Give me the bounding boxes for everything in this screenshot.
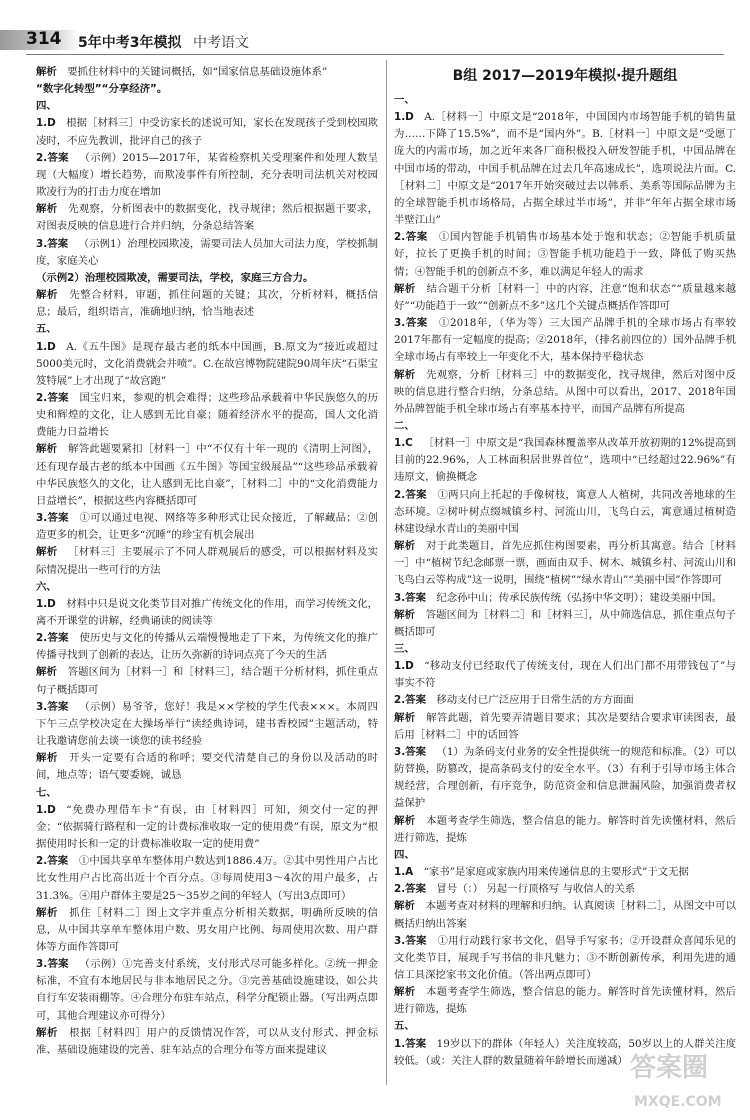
answer-line	[36, 544, 378, 578]
answer-text: ［材料一］中原文是“我国森林覆盖率从改革开放初期的12%提高到目前的22.96%，人工林面积居世界首位”，选项中“已经超过22.96%”有违原文，偷换概念	[394, 437, 736, 484]
answer-text: 根据［材料三］中受访家长的述说可知，家长在发现孩子受到校园欺凌时，不应先教训，批评自己的孩子	[36, 117, 378, 147]
answer-text: 解答此题要紧扣［材料一］中“不仅有十年一现的《清明上河图》，还有现存最古老的纸本中国画《五牛图》等国宝级展品”“这些珍品承载着中华民族悠久的文化，让人感到无比自豪”，［材料二］中的“文化消费能力日益增长”，根据这些内容概括即可	[36, 443, 379, 507]
answer-line	[36, 905, 378, 956]
answer-line	[394, 881, 736, 898]
answer-line	[394, 933, 736, 984]
answer-text: 先观察，分析［材料三］中的数据变化，找寻规律，然后对图中反映的信息进行整合归纳，分条总结。从图中可以看出，2017、2018年国外品牌智能手机全球市场占有率基本持平，而国产品牌有所提高	[394, 368, 737, 415]
section-marker: 五、	[394, 1020, 415, 1033]
answer-tag: 3.答案	[36, 237, 69, 250]
answer-tag: 2.答案	[394, 488, 427, 501]
answer-text: “家书”是家庭或家族内用来传递信息的主要形式”于文无据	[423, 866, 689, 879]
answer-line	[36, 510, 378, 544]
answer-text: ①可以通过电视、网络等多种形式让民众接近，了解藏品；②创造更多的机会，让更多“沉睡”的珍宝有机会展出	[36, 512, 378, 542]
answer-tag: 3.答案	[36, 700, 69, 713]
answer-text: 本题考查学生筛选，整合信息的能力。解答时首先读懂材料，然后进行筛选，提炼	[394, 814, 737, 844]
answer-tag: 解析	[394, 711, 416, 724]
column-divider	[386, 60, 387, 1085]
answer-line	[36, 750, 378, 784]
answer-line	[394, 1018, 736, 1035]
answer-line	[36, 853, 378, 904]
left-column	[36, 64, 378, 1059]
section-marker: 七、	[36, 786, 57, 799]
answer-line	[394, 487, 736, 538]
answer-text: A.《五牛图》是现存最古老的纸本中国画，B.原文为“接近或超过5000美元时，文化消费就会井喷”。C.在故宫博物院建院90周年庆“石渠宝笈特展”上才出现了“故宫跑”	[36, 340, 378, 387]
answer-tag: 2.答案	[36, 391, 69, 404]
answer-tag: 1.C	[394, 437, 413, 450]
answer-text: （示例）易爷爷，您好！我是××学校的学生代表×××。本周四下午三点学校决定在大操场举行“读经典诗词，建书香校园”主题活动，特让我邀请您前去谈一谈您的读书经验	[36, 700, 378, 748]
answer-text: （示例）2015—2017年，某省检察机关受理案件和处理人数呈现（大幅度）增长趋势，而欺凌事件有所控制，充分表明司法机关对校园欺凌行为的打击力度在增加	[36, 151, 378, 199]
answer-line	[36, 441, 378, 510]
answer-line	[36, 115, 378, 149]
answer-tag: 解析	[36, 289, 59, 302]
group-title: B组 2017—2019年模拟·提升题组	[452, 68, 678, 84]
answer-tag: 1.D	[394, 660, 414, 673]
answer-tag: 2.答案	[394, 883, 426, 896]
answer-text: 移动支付已广泛应用于日常生活的方方面面	[436, 694, 634, 707]
answer-line	[36, 956, 378, 1025]
answer-text: （1）为条码支付业务的安全性提供统一的规范和标准。（2）可以防替换，防篡改，提高条码支付的安全水平。（3）有利于引导市场主体合规经营，合理创新，有序竞争，防范资金和信息泄漏风险，加强消费者权益保护	[394, 745, 736, 810]
section-marker: 四、	[394, 848, 415, 861]
answer-tag: 解析	[36, 1026, 59, 1039]
answer-line	[36, 150, 378, 201]
answer-line	[394, 710, 736, 744]
answer-tag: 3.答案	[36, 512, 69, 525]
answer-text: 抓住［材料二］图上文字并重点分析相关数据，明确所反映的信息，从中国共享单车整体用户数、男女用户比例、每周使用次数、用户群体等方面作答即可	[36, 906, 378, 953]
header-rule	[26, 54, 724, 55]
answer-line	[394, 590, 736, 607]
answer-tag: 3.答案	[394, 317, 428, 330]
answer-line	[394, 418, 736, 435]
section-marker: 二、	[394, 419, 415, 432]
answer-tag: 解析	[394, 986, 416, 999]
answer-tag: 2.答案	[36, 855, 69, 868]
answer-line	[36, 287, 378, 321]
answer-text: ①2018年，（华为等）三大国产品牌手机的全球市场占有率较2017年都有一定幅度的提高；②2018年，（排名前四位的）国外品牌手机全球市场占有率较上一年变化不大，基本保持平稳状态	[394, 317, 736, 364]
right-column-body	[394, 92, 736, 1070]
answer-tag: 解析	[36, 906, 59, 919]
right-column	[394, 64, 736, 1070]
answer-text: （示例1）治理校园欺凌，需要司法人员加大司法力度，学校抓制度，家庭关心	[36, 237, 378, 267]
answer-line	[394, 281, 736, 315]
section-marker: （示例2）治理校园欺凌，需要司法，学校，家庭三方合力。	[36, 271, 314, 284]
answer-tag: 3.答案	[36, 958, 69, 971]
series-title: 5年中考3年模拟	[78, 35, 182, 51]
answer-line	[394, 813, 736, 847]
page-header	[0, 0, 750, 54]
answer-text: “免费办理借车卡”有误，由［材料四］可知，须交付一定的押金；“依据骑行路程和一定的计费标准收取一定的使用费”有误，原文为“根据使用时长和一定的计费标准收取一定的使用费”	[36, 803, 378, 851]
answer-tag: 2.答案	[394, 694, 426, 707]
answer-tag: 解析	[36, 752, 59, 765]
answer-line	[394, 864, 736, 881]
answer-text: 先整合材料，审题，抓住问题的关键；其次，分析材料，概括信息；最后，组织语言，准确地归纳，恰当地表述	[36, 289, 378, 319]
answer-text: 材料中只是说文化类节目对推广传统文化的作用，而学习传统文化，离不开课堂的讲解，经典诵读的阅读等	[36, 597, 378, 627]
answer-text: 解答此题，首先要弄清题目要求；其次是要结合要求审读图表，最后用［材料二］中的话回答	[394, 711, 737, 741]
answer-line	[36, 236, 378, 270]
page-number: 314	[26, 29, 62, 49]
answer-line	[36, 270, 378, 287]
answer-line	[36, 802, 378, 853]
answer-tag: 3.答案	[394, 934, 427, 947]
answer-line	[394, 315, 736, 366]
answer-line	[394, 847, 736, 864]
answer-line	[394, 692, 736, 709]
answer-line	[394, 641, 736, 658]
answer-tag: 1.答案	[394, 1037, 427, 1050]
answer-text: “移动支付已经取代了传统支付，现在人们出门都不用带钱包了”与事实不符	[394, 660, 736, 690]
answer-tag: 1.D	[394, 111, 414, 124]
answer-line	[36, 81, 378, 98]
answer-line	[394, 435, 736, 486]
answer-line	[36, 630, 378, 664]
answer-line	[394, 367, 736, 418]
answer-line	[394, 658, 736, 692]
answer-tag: 3.答案	[394, 591, 426, 604]
answer-text: 使历史与文化的传播从云端慢慢地走了下来，为传统文化的推广传播寻找到了创新的表达，让历久弥新的诗词点亮了今天的生活	[36, 632, 378, 662]
answer-text: 对于此类题目，首先应抓住构图要素，再分析其寓意。结合［材料一］中“植树节纪念邮票一票，画面由双手、树木、城镇乡村、河流山川和飞鸟白云等构成”这一说明，围绕“植树”“绿水青山”“美丽中国”作答即可	[394, 540, 737, 587]
answer-line	[394, 744, 736, 813]
answer-text: 19岁以下的群体（年轻人）关注度较高，50岁以上的人群关注度较低。（或：关注人群的数量随着年龄增长而递减）	[394, 1037, 736, 1067]
answer-text: ①两只向上托起的手像树枝，寓意人人植树，共同改善地球的生态环境。②树叶树点缀城镇乡村、河流山川，飞鸟白云，寓意通过植树造林建设绿水青山的美丽中国	[394, 488, 736, 535]
answer-text: 国宝归来，参观的机会难得；这些珍品承载着中华民族悠久的历史和辉煌的文化，让人感到无比自豪；随着经济水平的提高，国人文化消费能力日益增长	[36, 391, 378, 439]
answer-text: 答题区间为［材料一］和［材料三］，结合题干分析材料，抓住重点句子概括即可	[36, 666, 379, 696]
answer-text: 本题考查学生筛选，整合信息的能力。解答时首先读懂材料，然后进行筛选，提炼	[394, 986, 737, 1016]
answer-line	[36, 339, 378, 390]
answer-tag: 解析	[36, 66, 57, 78]
watermark-main-text: 答案圈	[630, 1053, 709, 1083]
answer-tag: 解析	[394, 608, 416, 621]
answer-tag: 3.答案	[394, 745, 427, 758]
answer-tag: 解析	[36, 443, 58, 456]
answer-tag: 2.答案	[394, 231, 428, 244]
answer-line	[36, 664, 378, 698]
answer-tag: 1.D	[36, 803, 56, 816]
answer-line	[36, 579, 378, 596]
answer-line	[36, 201, 378, 235]
answer-tag: 解析	[36, 666, 58, 679]
answer-text: （示例）①完善支付系统，支付形式尽可能多样化。②统一押金标准，不宜有本地居民与非本地居民之分。③完善基础设施建设，如公共自行车安装雨棚等。④合理分布驻车站点，科学分配锁止器。（写出两点即可，其他合理建议亦可得分）	[36, 958, 378, 1022]
section-marker: 六、	[36, 580, 57, 593]
answer-tag: 1.D	[36, 597, 56, 610]
watermark-logo	[626, 1040, 744, 1116]
answer-text: 开头一定要有合适的称呼；要交代清楚自己的身份以及活动的时间，地点等；语气要委婉，诚恳	[36, 752, 378, 782]
answer-tag: 1.A	[394, 866, 414, 879]
answer-tag: 解析	[394, 900, 416, 913]
answer-tag: 1.D	[36, 117, 56, 130]
answer-tag: 解析	[36, 203, 58, 216]
answer-text: 要抓住材料中的关键词概括，如“国家信息基础设施体系”	[67, 66, 328, 78]
answer-text: 根据［材料四］用户的反馈情况作答，可以从支付形式、押金标准、基础设施建设的完善、驻车站点的合理分布等方面来提建议	[36, 1026, 378, 1056]
answer-text: 答题区间为［材料二］和［材料三］，从中筛选信息，抓住重点句子概括即可	[394, 608, 737, 638]
answer-line	[394, 92, 736, 109]
section-marker: 一、	[394, 94, 415, 106]
answer-line	[36, 596, 378, 630]
answer-line	[394, 229, 736, 280]
answer-line	[36, 785, 378, 802]
answer-tag: 解析	[394, 282, 416, 295]
answer-text: 冒号（：） 另起一行顶格写 与收信人的关系	[436, 883, 636, 896]
answer-line	[36, 64, 378, 81]
answer-line	[36, 1025, 378, 1059]
answer-tag: 解析	[36, 546, 58, 559]
answer-tag: 解析	[394, 814, 416, 827]
answer-text: 结合题干分析［材料一］中的内容，注意“饱和状态”“质量越来越好”“功能趋于一致”“创新点不多”这几个关键点概括作答即可	[394, 282, 737, 312]
answer-tag: 解析	[394, 368, 416, 381]
answer-line	[394, 607, 736, 641]
answer-tag: 解析	[394, 540, 416, 553]
answer-line	[394, 538, 736, 589]
answer-text: ①用行动践行家书文化，倡导手写家书；②开设群众喜闻乐见的文化类节目，展现手写书信的非凡魅力；③不断创新传承，利用先进的通信工具深挖家书文化价值。（答出两点即可）	[394, 934, 736, 981]
answer-text: A.［材料一］中原文是“2018年，中国国内市场智能手机的销售量为……下降了15.5%”，而不是“国内外”。B.［材料一］中原文是“受愿丁庞大的内需市场，加之近年来各厂商积极投入研发智能手机，中国品牌在中国市场的带动，中国手机品牌在过去几年高速成长”，选项说法片面。C.［材料二］中原文是“2017年开始突破过去以韩系、美系等国际品牌为主的全球智能手机市场格局，占据全球过半市场”，并非“年年占据全球市场半壁江山”	[394, 111, 736, 227]
answer-text: ①国内智能手机销售市场基本处于饱和状态；②智能手机质量好，拉长了更换手机的时间；③智能手机功能趋于一致，降低了购买热情；④智能手机的创新点不多，难以满足年轻人的需求	[394, 231, 736, 278]
answer-tag: 2.答案	[36, 151, 69, 164]
section-marker: 五、	[36, 323, 57, 336]
answer-text: ［材料三］主要展示了不同人群观展后的感受，可以根据材料及实际情况提出一些可行的方法	[36, 546, 379, 576]
answer-line	[36, 699, 378, 750]
answer-line	[36, 390, 378, 441]
answer-text: 本题考查对材料的理解和归纳。认真阅读［材料二］，从图文中可以概括归纳出答案	[394, 900, 737, 930]
answer-text: 先观察，分析图表中的数据变化，找寻规律；然后根据题干要求，对图表反映的信息进行合并归纳，分条总结答案	[36, 203, 379, 233]
answer-line	[36, 321, 378, 338]
answer-line	[394, 984, 736, 1018]
answer-line	[36, 98, 378, 115]
section-marker: 四、	[36, 100, 57, 113]
section-marker: 三、	[394, 643, 415, 655]
answer-text: ①中国共享单车整体用户数达到1886.4万。②其中男性用户占比比女性用户占比高出近十个百分点。③每周使用3～4次的用户最多，占31.3%。④用户群体主要是25～35岁之间的年轻人（写出3点即可）	[36, 855, 378, 902]
answer-tag: 2.答案	[36, 632, 69, 645]
answer-line	[394, 898, 736, 932]
answer-text: 纪念孙中山；传承民族传统（弘扬中华文明）；建设美丽中国。	[436, 591, 723, 604]
answer-tag: 1.D	[36, 340, 56, 353]
watermark-sub-text: MXQE.COM	[634, 1094, 722, 1110]
section-marker: “数字化转型”“分享经济”。	[36, 83, 168, 96]
answer-line	[394, 109, 736, 229]
subject-label: 中考语文	[193, 35, 249, 51]
